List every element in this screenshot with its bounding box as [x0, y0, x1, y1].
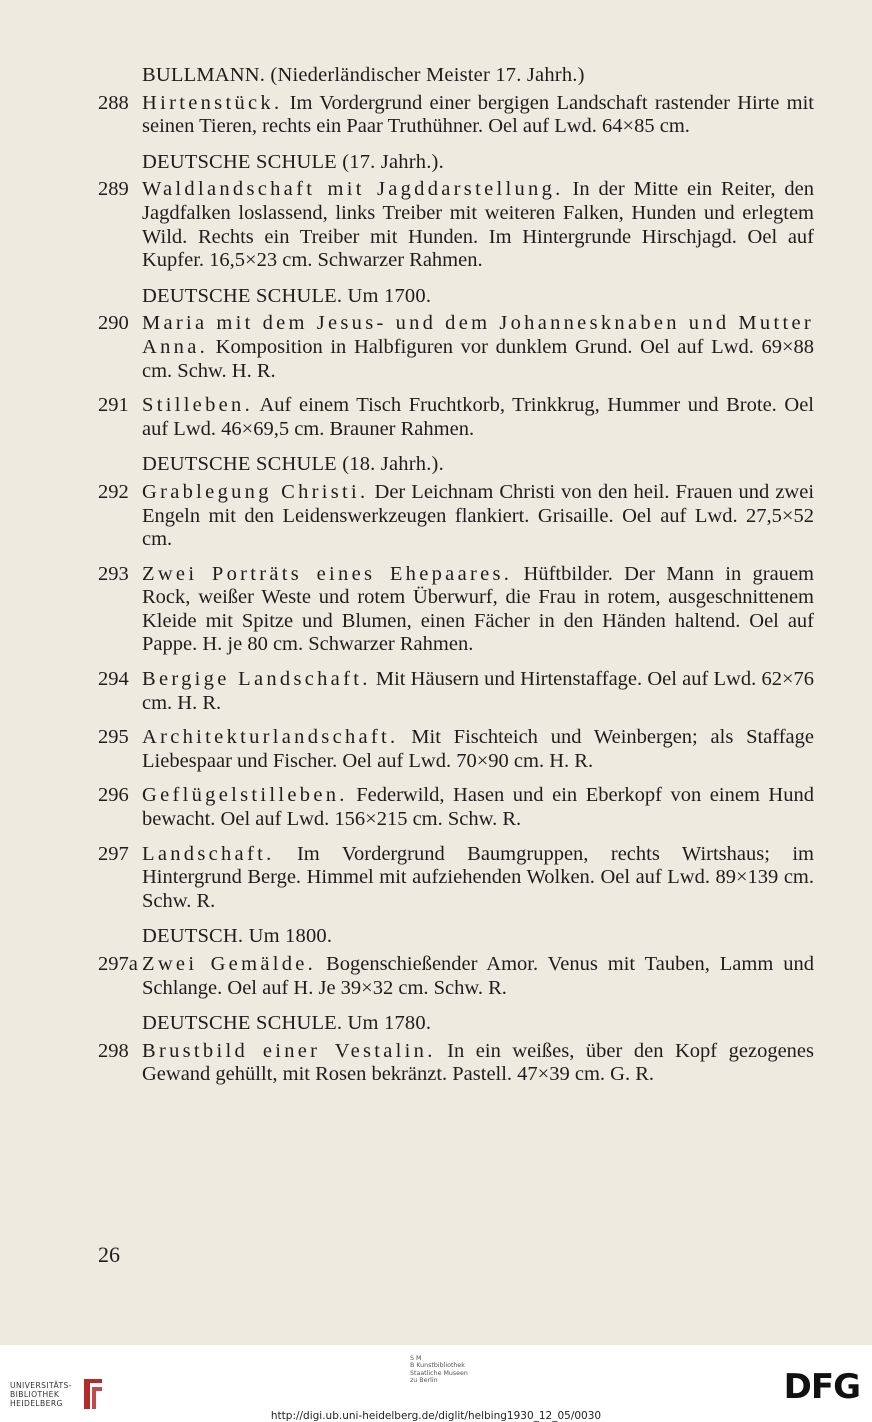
university-library-logo[interactable] — [10, 1375, 106, 1413]
artwork-title: Geflügelstilleben. — [142, 784, 348, 807]
entry-body — [142, 668, 814, 715]
artwork-title: Bergige Landschaft. — [142, 668, 371, 691]
lot-number: 297 — [98, 842, 129, 865]
library-stamp: S M B Kunstbibliothek Staatliche Museen zu Berlin — [410, 1355, 468, 1385]
artwork-description: Hüftbilder. Der Mann in grauem Rock, weißer Weste und rotem Überwurf, die Frau in rotem, ausgeschnittenem Kleide mit Spitze und Blumen, einen Fächer in den Händen haltend. Oel auf Pappe. H. je 80 cm. Schwarzer Rahmen. — [142, 562, 815, 656]
catalog-entry — [98, 726, 814, 773]
catalog-entry — [98, 178, 814, 272]
artwork-description: Komposition in Halbfiguren vor dunklem Grund. Oel auf Lwd. 69×88 cm. Schw. H. R. — [142, 335, 815, 382]
lot-number: 289 — [98, 178, 129, 201]
entry-body — [142, 843, 814, 914]
catalog-entry — [98, 784, 814, 831]
permalink-url[interactable]: http://digi.ub.uni-heidelberg.de/diglit/helbing1930_12_05/0030 — [270, 1410, 602, 1422]
lot-number: 292 — [98, 480, 129, 503]
artwork-title: Architekturlandschaft. — [142, 726, 399, 749]
entry-body — [142, 178, 814, 272]
section-heading: DEUTSCHE SCHULE (17. Jahrh.). — [142, 150, 444, 173]
entry-body — [142, 953, 814, 1000]
artwork-title: Zwei Gemälde. — [142, 953, 317, 975]
entry-body — [142, 394, 814, 441]
catalog-entry — [98, 953, 814, 1000]
lot-number: 291 — [98, 394, 129, 417]
artwork-description: Federwild, Hasen und ein Eberkopf von einem Hund bewacht. Oel auf Lwd. 156×215 cm. Schw. R. — [142, 784, 814, 831]
artwork-description: Bogenschießender Amor. Venus mit Tauben, Lamm und Schlange. Oel auf H. Je 39×32 cm. Schw. R. — [142, 953, 814, 999]
artwork-description: In der Mitte ein Reiter, den Jagdfalken loslassend, links Treiber mit weiteren Falken, Hunden und erlegtem Wild. Rechts ein Treiber mit Hunden. Im Hintergrunde Hirschjagd. Oel auf Kupfer. 16,5×23 cm. Schwarzer Rahmen. — [142, 178, 815, 272]
entry-body — [142, 1040, 814, 1087]
lot-number: 294 — [98, 668, 129, 691]
lot-number: 296 — [98, 784, 129, 807]
entry-body — [142, 481, 814, 552]
catalog-entry — [98, 1040, 814, 1087]
page-number: 26 — [98, 1242, 120, 1267]
section-heading: DEUTSCHE SCHULE. Um 1780. — [142, 1012, 432, 1035]
lot-number: 288 — [98, 91, 129, 114]
artwork-description: In ein weißes, über den Kopf gezogenes Gewand gehüllt, mit Rosen bekränzt. Pastell. 47×39 cm. G. R. — [142, 1039, 815, 1086]
lot-number: 295 — [98, 726, 129, 749]
section-heading: DEUTSCH. Um 1800. — [142, 925, 333, 948]
entry-body — [142, 784, 814, 831]
artwork-description: Mit Häusern und Hirtenstaffage. Oel auf Lwd. 62×76 cm. H. R. — [142, 668, 815, 714]
catalog-entry — [98, 563, 814, 657]
section-heading: DEUTSCHE SCHULE. Um 1700. — [142, 284, 432, 307]
entry-body — [142, 92, 814, 139]
entry-body — [142, 563, 814, 657]
entry-body — [142, 312, 814, 383]
artwork-title: Brustbild einer Vestalin. — [142, 1039, 436, 1062]
artwork-description: Auf einem Tisch Fruchtkorb, Trinkkrug, Hummer und Brote. Oel auf Lwd. 46×69,5 cm. Brauner Rahmen. — [142, 394, 814, 440]
artwork-description: Im Vordergrund Baumgruppen, rechts Wirtshaus; im Hintergrund Berge. Himmel mit aufziehenden Wolken. Oel auf Lwd. 89×139 cm. Schw. R. — [142, 842, 815, 912]
catalog-entry — [98, 843, 814, 914]
artwork-description: Mit Fischteich und Weinbergen; als Staffage Liebespaar und Fischer. Oel auf Lwd. 70×90 cm. H. R. — [142, 726, 815, 772]
lot-number: 298 — [98, 1039, 129, 1062]
artwork-title: Grablegung Christi. — [142, 480, 369, 503]
artwork-description: Im Vordergrund einer bergigen Landschaft rastender Hirte mit seinen Tieren, rechts ein Paar Truthühner. Oel auf Lwd. 64×85 cm. — [142, 91, 814, 138]
artwork-title: Landschaft. — [142, 842, 275, 865]
artwork-title: Zwei Porträts eines Ehepaares. — [142, 562, 513, 585]
dfg-logo[interactable]: DFG — [783, 1367, 860, 1407]
catalog-entry — [98, 481, 814, 552]
section-heading: DEUTSCHE SCHULE (18. Jahrh.). — [142, 453, 444, 476]
artwork-title: Hirtenstück. — [142, 91, 283, 114]
catalog-text — [98, 64, 814, 1098]
catalog-entry — [98, 668, 814, 715]
artwork-description: Der Leichnam Christi von den heil. Frauen und zwei Engeln mit den Leidenswerkzeugen flankiert. Grisaille. Oel auf Lwd. 27,5×52 cm. — [142, 480, 815, 551]
library-name: UNIVERSITÄTS- BIBLIOTHEK HEIDELBERG — [10, 1380, 72, 1408]
catalog-entry — [98, 312, 814, 383]
lot-number: 297a — [98, 953, 138, 975]
digitization-footer — [0, 1345, 872, 1422]
lot-number: 290 — [98, 312, 129, 335]
lot-number: 293 — [98, 562, 129, 585]
catalog-entry — [98, 92, 814, 139]
artwork-title: Maria mit dem Jesus- und dem Johannesknaben und Mutter Anna. — [142, 312, 814, 358]
library-emblem-icon — [78, 1375, 106, 1413]
artwork-title: Stilleben. — [142, 394, 254, 417]
artwork-title: Waldlandschaft mit Jagddarstellung. — [142, 178, 564, 201]
entry-body — [142, 726, 814, 773]
catalog-entry — [98, 394, 814, 441]
section-heading: BULLMANN. (Niederländischer Meister 17. Jahrh.) — [142, 64, 585, 86]
